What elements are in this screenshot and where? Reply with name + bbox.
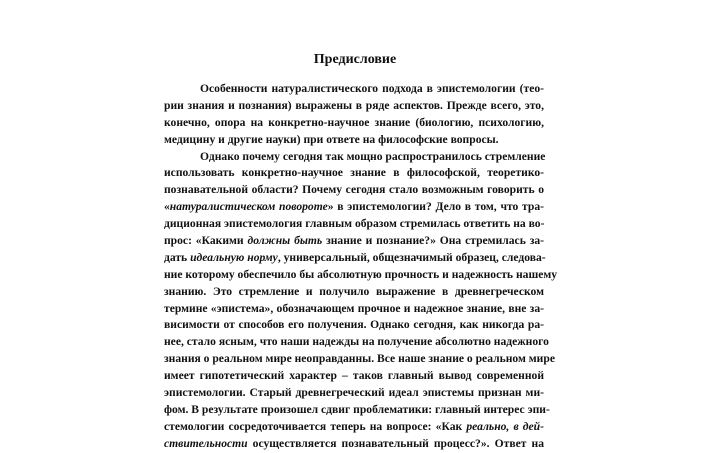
text-line <box>164 402 550 419</box>
text-run: фом. В результате произошел сдвиг проблематики: главный интерес эпи- <box>164 402 550 416</box>
text-run: » в эпистемологии? Дело в том, что тра- <box>327 200 545 214</box>
text-run: нее, стало ясным, что наши надежды на получение абсолютно надежного <box>164 335 549 349</box>
text-line <box>164 368 544 385</box>
text-run: эпистемологии. Старый древнегреческий идеал эпистемы признан ми- <box>164 386 544 400</box>
text-run: , универсальный, общезначимый образец, следова- <box>277 250 546 264</box>
text-run: Однако почему сегодня так мощно распространилось стремление <box>200 149 546 163</box>
text-run: использовать конкретно-научное знание в философской, теоретико- <box>164 166 544 180</box>
italic-text-run: ствительности <box>164 436 248 450</box>
text-line <box>164 182 544 199</box>
text-run: рии знания и познания) выражены в ряде аспектов. Прежде всего, это, <box>164 98 544 112</box>
text-line <box>164 267 558 284</box>
text-line <box>164 301 544 318</box>
text-run: ние которому обеспечило бы абсолютную прочность и надежность нашему <box>164 267 558 281</box>
text-line <box>164 419 544 436</box>
text-line <box>164 284 544 301</box>
text-line <box>164 81 544 98</box>
text-line <box>164 149 544 166</box>
text-line <box>164 132 544 149</box>
text-run: знания о реальном мире неоправданны. Все наше знание о реальном мире <box>164 352 555 366</box>
text-run: имеет гипотетический характер – таков главный вывод современной <box>164 369 544 383</box>
text-run: « <box>164 200 170 214</box>
text-line <box>164 436 544 453</box>
text-line <box>164 165 544 182</box>
page-title: Предисловие <box>313 52 397 67</box>
text-run: знанию. Это стремление и получило выражение в древнегреческом <box>164 284 544 298</box>
text-run: знание и познание?» Она стремилась за- <box>322 234 545 248</box>
text-run: медицину и другие науки) при ответе на философские вопросы. <box>164 132 499 146</box>
text-run: Особенности натуралистического подхода в эпистемологии (тео- <box>200 82 544 95</box>
text-run: конечно, опора на конкретно-научное знание (биологию, психологию, <box>164 115 544 129</box>
italic-text-run: должны быть <box>247 234 323 248</box>
text-run: термине «эпистема», обозначающем прочное и надежное знание, вне за- <box>164 301 544 315</box>
text-line <box>164 317 544 334</box>
text-run: диционная эпистемология главным образом стремилась ответить на во- <box>164 217 545 231</box>
text-line <box>164 250 544 267</box>
text-run: дать <box>164 250 191 264</box>
italic-text-run: реально, в дей- <box>466 419 544 433</box>
text-line <box>164 385 544 402</box>
body-text <box>164 81 558 453</box>
text-run: прос: «Какими <box>164 234 248 248</box>
text-line <box>164 334 549 351</box>
text-run: висимости от способов его получения. Однако сегодня, как никогда ра- <box>164 318 544 332</box>
text-line <box>164 216 544 233</box>
text-line <box>164 115 544 132</box>
text-line <box>164 98 544 115</box>
text-run: стемологии сосредоточивается теперь на вопросе: «Как <box>164 419 467 433</box>
italic-text-run: идеальную норму <box>190 250 278 264</box>
text-line <box>164 199 544 216</box>
text-line <box>164 351 555 368</box>
text-run: осуществляется познавательный процесс?». Ответ на <box>247 436 544 450</box>
text-line <box>164 233 544 250</box>
italic-text-run: натуралистическом повороте <box>169 200 328 214</box>
text-run: познавательной области? Почему сегодня стало возможным говорить о <box>164 183 544 197</box>
